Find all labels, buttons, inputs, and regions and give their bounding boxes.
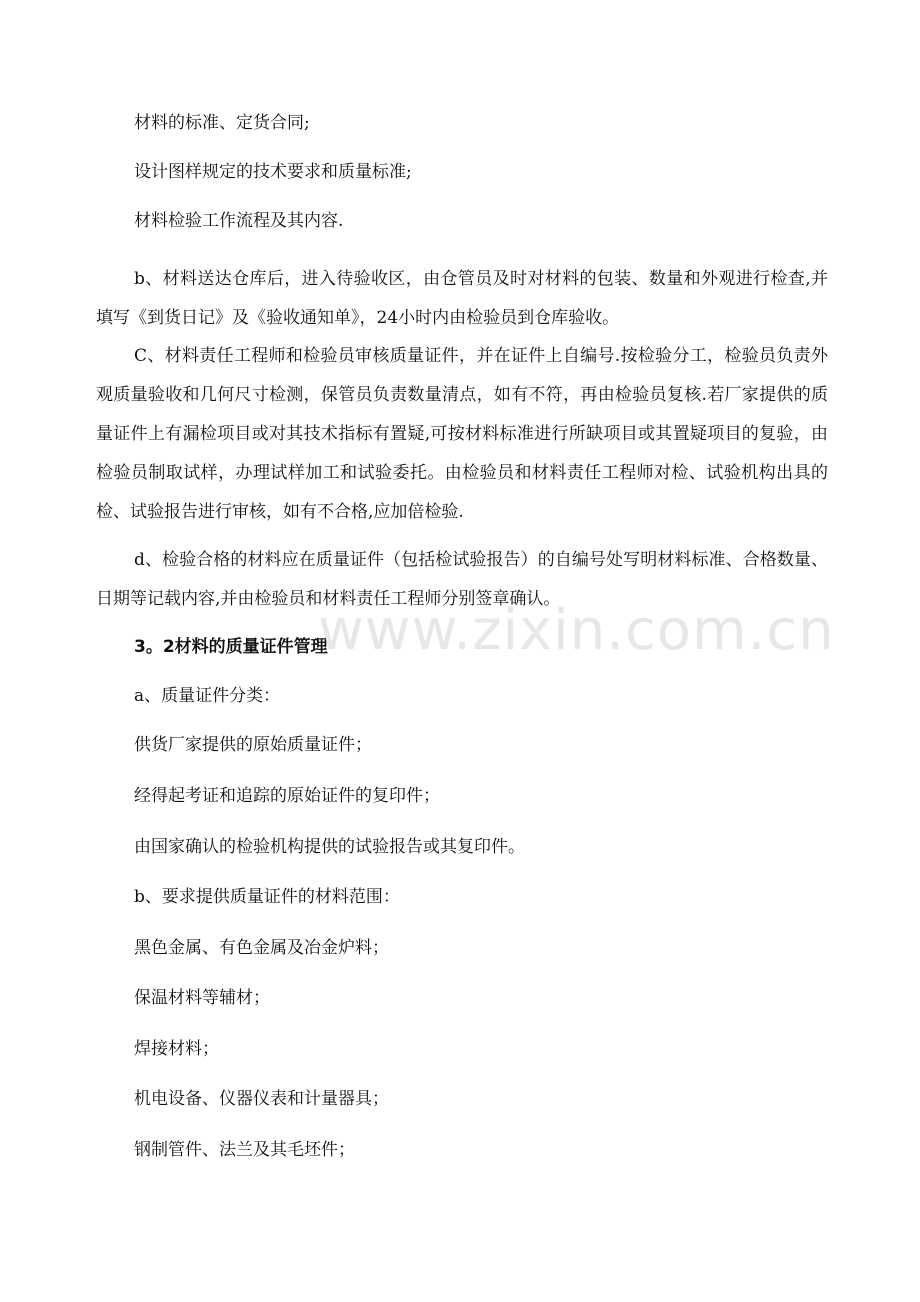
paragraph-inspection-workflow: 材料检验工作流程及其内容. (134, 211, 344, 231)
paragraph-item-b-arrival: b、材料送达仓库后，进入待验收区，由仓管员及时对材料的包装、数量和外观进行检查,并填写《到货日记》及《验收通知单》，24小时内由检验员到仓库验收。 (96, 269, 828, 328)
list-item-insulation: 保温材料等辅材； (134, 988, 270, 1008)
list-item-test-report: 由国家确认的检验机构提供的试验报告或其复印件。 (134, 837, 525, 857)
list-item-equipment: 机电设备、仪器仪表和计量器具； (134, 1089, 389, 1109)
section-heading-3-2: 3。2材料的质量证件管理 (134, 637, 328, 657)
list-item-certificate-copy: 经得起考证和追踪的原始证件的复印件； (134, 786, 440, 806)
list-item-welding: 焊接材料； (134, 1039, 219, 1059)
list-item-original-certificate: 供货厂家提供的原始质量证件； (134, 735, 372, 755)
paragraph-item-c-certificate-review: C、材料责任工程师和检验员审核质量证件，并在证件上自编号.按检验分工，检验员负责外观质量验收和几何尺寸检测，保管员负责数量清点，如有不符，再由检验员复核.若厂家提供的质量证件上有漏检项目或对其技术指标有置疑,可按材料标准进行所缺项目或其置疑项目的复验，由检验员制取试样，办理试样加工和试验委托。由检验员和材料责任工程师对检、试验机构出具的检、试验报告进行审核，如有不合格,应加倍检验. (96, 346, 828, 522)
paragraph-material-standard: 材料的标准、定货合同; (134, 113, 310, 133)
paragraph-item-a-classification: a、质量证件分类： (134, 686, 281, 706)
list-item-metals: 黑色金属、有色金属及冶金炉料； (134, 938, 389, 958)
paragraph-design-requirements: 设计图样规定的技术要求和质量标准; (134, 162, 412, 182)
paragraph-item-d-qualified-material: d、检验合格的材料应在质量证件（包括检试验报告）的自编号处写明材料标准、合格数量、日期等记载内容,并由检验员和材料责任工程师分别签章确认。 (96, 550, 828, 609)
watermark-text: www.zixin.com.cn (318, 598, 835, 663)
paragraph-item-b-scope: b、要求提供质量证件的材料范围： (134, 887, 400, 907)
list-item-pipe-fittings: 钢制管件、法兰及其毛坯件； (134, 1140, 355, 1160)
